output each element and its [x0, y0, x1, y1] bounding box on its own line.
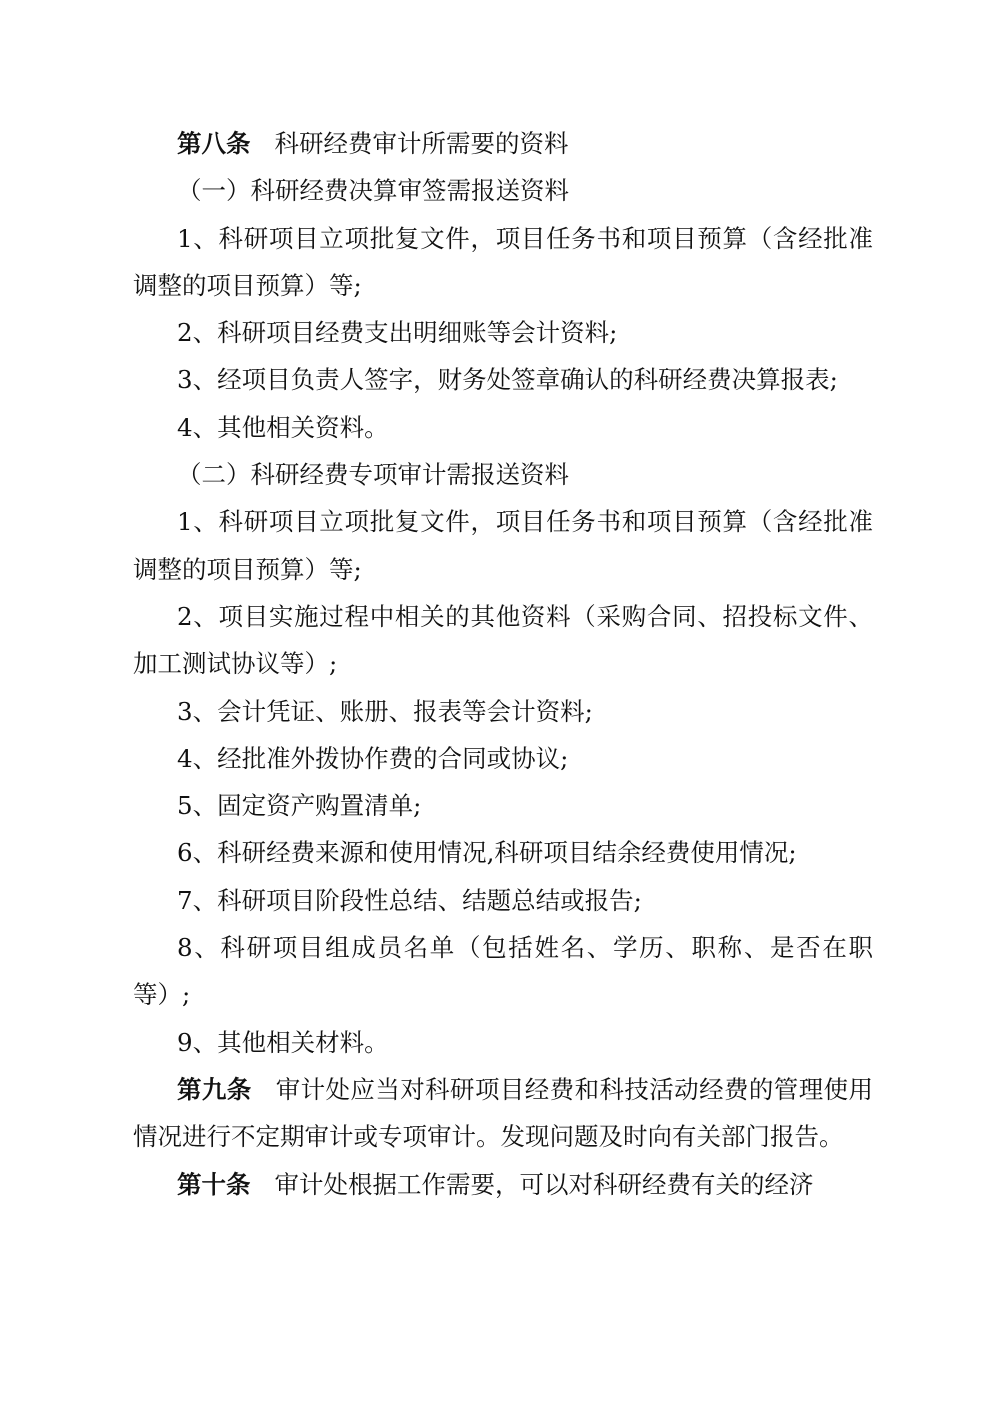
section-2-item-9: 9、其他相关材料。	[177, 1027, 389, 1057]
section-1-item-1: 1、科研项目立项批复文件，项目任务书和项目预算（含经批准调整的项目预算）等;	[133, 223, 873, 300]
section-2-item-6: 6、科研经费来源和使用情况,科研项目结余经费使用情况;	[177, 838, 797, 868]
article-9-heading: 第九条	[177, 1074, 252, 1104]
section-2-item-1: 1、科研项目立项批复文件，项目任务书和项目预算（含经批准调整的项目预算）等;	[133, 507, 873, 584]
article-10	[133, 1161, 873, 1208]
section-2-title: （二）科研经费专项审计需报送资料	[177, 460, 569, 490]
section-1-item-2: 2、科研项目经费支出明细账等会计资料;	[177, 318, 618, 348]
article-10-text: 审计处根据工作需要，可以对科研经费有关的经济	[274, 1169, 814, 1199]
section-1-item-4: 4、其他相关资料。	[177, 412, 389, 442]
article-10-heading: 第十条	[177, 1169, 251, 1199]
section-1-title: （一）科研经费决算审签需报送资料	[177, 176, 569, 206]
article-8-heading: 第八条	[177, 129, 251, 158]
section-2-item-4: 4、经批准外拨协作费的合同或协议;	[177, 743, 569, 773]
article-9-text: 审计处应当对科研项目经费和科技活动经费的管理使用情况进行不定期审计或专项审计。发现问题及时向有关部门报告。	[133, 1074, 874, 1152]
article-8-text: 科研经费审计所需要的资料	[274, 129, 569, 158]
document-page	[133, 120, 873, 1208]
article-8	[133, 120, 873, 167]
section-2-item-5: 5、固定资产购置清单;	[177, 791, 422, 821]
section-2-item-2: 2、项目实施过程中相关的其他资料（采购合同、招投标文件、加工测试协议等）;	[133, 601, 873, 679]
section-1-item-3: 3、经项目负责人签字，财务处签章确认的科研经费决算报表;	[177, 365, 838, 395]
section-2-item-8: 8、科研项目组成员名单（包括姓名、学历、职称、是否在职等）;	[133, 933, 873, 1010]
section-2-item-3: 3、会计凭证、账册、报表等会计资料;	[177, 696, 593, 726]
article-9	[133, 1066, 873, 1161]
section-2-item-7: 7、科研项目阶段性总结、结题总结或报告;	[177, 885, 642, 915]
